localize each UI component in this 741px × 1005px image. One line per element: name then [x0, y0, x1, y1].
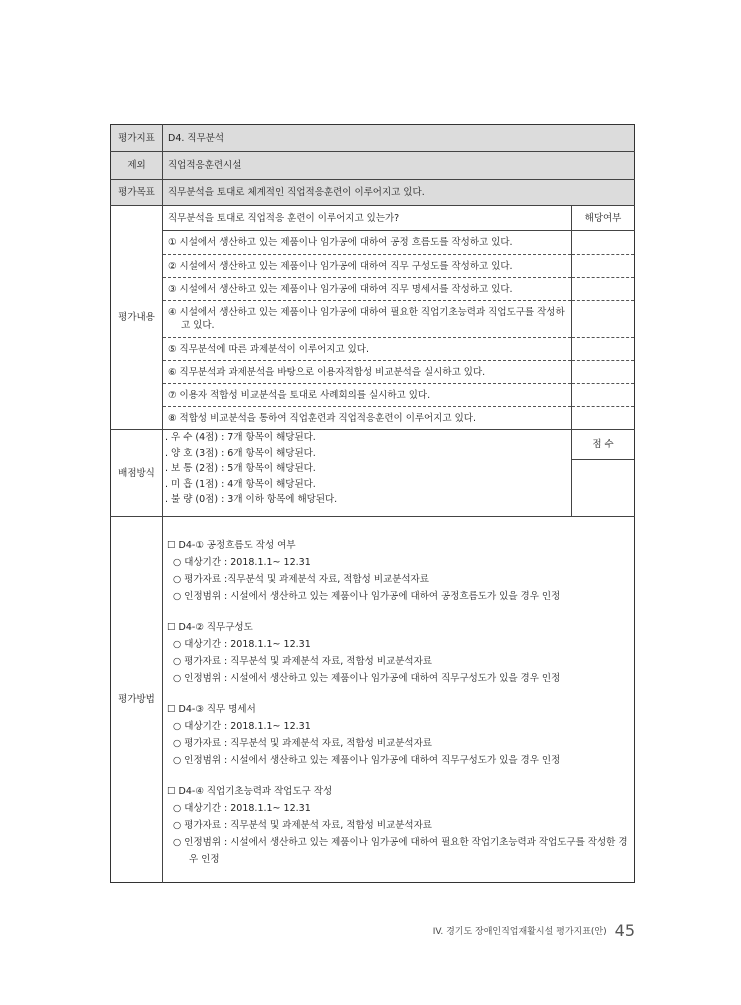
goal-row [111, 180, 635, 206]
method-line: ○ 인정범위 : 시설에서 생산하고 있는 제품이나 임가공에 대하여 필요한 작업기초능력과 작업도구를 작성한 경우 인정 [173, 837, 628, 865]
scoring-line: . 우 수 (4점) : 7개 항목이 해당된다. [165, 432, 316, 443]
method-line: ○ 대상기간 : 2018.1.1~ 12.31 [173, 557, 311, 568]
content-item-7: ⑦ 이용자 적합성 비교분석을 토대로 사례회의를 실시하고 있다. [163, 384, 572, 407]
method-line: ○ 인정범위 : 시설에서 생산하고 있는 제품이나 임가공에 대하여 직무구성도가 있을 경우 인정 [173, 673, 561, 684]
method-section [167, 619, 629, 687]
content-item-row [111, 338, 635, 361]
applicability-cell-3[interactable] [572, 278, 635, 301]
score-input-cell[interactable] [572, 460, 634, 516]
scoring-row [111, 430, 635, 517]
scoring-label: 배점방식 [111, 430, 163, 517]
applicability-cell-4[interactable] [572, 301, 635, 338]
content-item-4: ④ 시설에서 생산하고 있는 제품이나 임가공에 대하여 필요한 직업기초능력과 직업도구를 작성하고 있다. [163, 301, 572, 338]
content-item-1: ① 시설에서 생산하고 있는 제품이나 임가공에 대하여 공정 흐름도를 작성하고 있다. [163, 231, 572, 255]
goal-value: 직무분석을 토대로 체계적인 직업적응훈련이 이루어지고 있다. [163, 180, 635, 206]
method-section-title: ☐ D4-① 공정흐름도 작성 여부 [167, 540, 296, 551]
chapter-title: IV. 경기도 장애인직업재활시설 평가지표(안) [432, 927, 607, 937]
page-footer [433, 921, 635, 940]
method-line: ○ 평가자료 :직무분석 및 과제분석 자료, 적합성 비교분석자료 [173, 574, 429, 585]
exclusion-row [111, 152, 635, 180]
method-section-title: ☐ D4-③ 직무 명세서 [167, 704, 256, 715]
method-section-title: ☐ D4-② 직무구성도 [167, 622, 253, 633]
scoring-line: . 미 흡 (1점) : 4개 항목이 해당된다. [165, 478, 316, 490]
method-line: ○ 평가자료 : 직무분석 및 과제분석 자료, 적합성 비교분석자료 [173, 820, 432, 831]
indicator-value: D4. 직무분석 [163, 125, 635, 152]
content-item-8: ⑧ 적합성 비교분석을 통하여 직업훈련과 직업적응훈련이 이루어지고 있다. [163, 407, 572, 430]
method-row [111, 517, 635, 883]
content-item-row [111, 361, 635, 384]
scoring-line: . 보 통 (2점) : 5개 항목이 해당된다. [165, 463, 316, 474]
content-item-row [111, 384, 635, 407]
method-section-title: ☐ D4-④ 직업기초능력과 작업도구 작성 [167, 786, 333, 797]
content-item-row [111, 231, 635, 255]
goal-label: 평가목표 [111, 180, 163, 206]
indicator-label: 평가지표 [111, 125, 163, 152]
exclusion-label: 제외 [111, 152, 163, 180]
method-content [163, 517, 635, 883]
content-question: 직무분석을 토대로 직업적응 훈련이 이루어지고 있는가? [163, 206, 572, 231]
content-item-row [111, 407, 635, 430]
method-line: ○ 인정범위 : 시설에서 생산하고 있는 제품이나 임가공에 대하여 직무구성도가 있을 경우 인정 [173, 755, 561, 766]
applicability-cell-8[interactable] [572, 407, 635, 430]
content-item-row [111, 301, 635, 338]
method-section [167, 783, 629, 868]
content-question-row [111, 206, 635, 231]
score-box [572, 430, 635, 517]
method-line: ○ 인정범위 : 시설에서 생산하고 있는 제품이나 임가공에 대하여 공정흐름도가 있을 경우 인정 [173, 591, 561, 602]
content-item-row [111, 278, 635, 301]
exclusion-value: 직업적응훈련시설 [163, 152, 635, 180]
method-line: ○ 대상기간 : 2018.1.1~ 12.31 [173, 803, 311, 814]
method-line: ○ 평가자료 : 직무분석 및 과제분석 자료, 적합성 비교분석자료 [173, 656, 432, 667]
method-line: ○ 대상기간 : 2018.1.1~ 12.31 [173, 721, 311, 732]
applicability-cell-7[interactable] [572, 384, 635, 407]
applicability-cell-2[interactable] [572, 255, 635, 278]
scoring-criteria [163, 430, 572, 517]
score-header: 점 수 [572, 430, 634, 460]
method-line: ○ 평가자료 : 직무분석 및 과제분석 자료, 적합성 비교분석자료 [173, 738, 432, 749]
scoring-line: . 양 호 (3점) : 6개 항목이 해당된다. [165, 447, 316, 459]
content-item-5: ⑤ 직무분석에 따른 과제분석이 이루어지고 있다. [163, 338, 572, 361]
applicability-header: 해당여부 [572, 206, 635, 231]
content-item-6: ⑥ 직무분석과 과제분석을 바탕으로 이용자적합성 비교분석을 실시하고 있다. [163, 361, 572, 384]
method-label: 평가방법 [111, 517, 163, 883]
applicability-cell-6[interactable] [572, 361, 635, 384]
page-number: 45 [614, 921, 635, 940]
content-item-row [111, 255, 635, 278]
content-label: 평가내용 [111, 206, 163, 430]
scoring-line: . 불 량 (0점) : 3개 이하 항목에 해당된다. [165, 494, 338, 505]
applicability-cell-5[interactable] [572, 338, 635, 361]
applicability-cell-1[interactable] [572, 231, 635, 255]
content-item-3: ③ 시설에서 생산하고 있는 제품이나 임가공에 대하여 직무 명세서를 작성하고 있다. [163, 278, 572, 301]
method-section [167, 701, 629, 769]
indicator-row [111, 125, 635, 152]
evaluation-table [110, 124, 635, 883]
content-item-2: ② 시설에서 생산하고 있는 제품이나 임가공에 대하여 직무 구성도를 작성하고 있다. [163, 255, 572, 278]
method-line: ○ 대상기간 : 2018.1.1~ 12.31 [173, 639, 311, 650]
method-section [167, 537, 629, 605]
